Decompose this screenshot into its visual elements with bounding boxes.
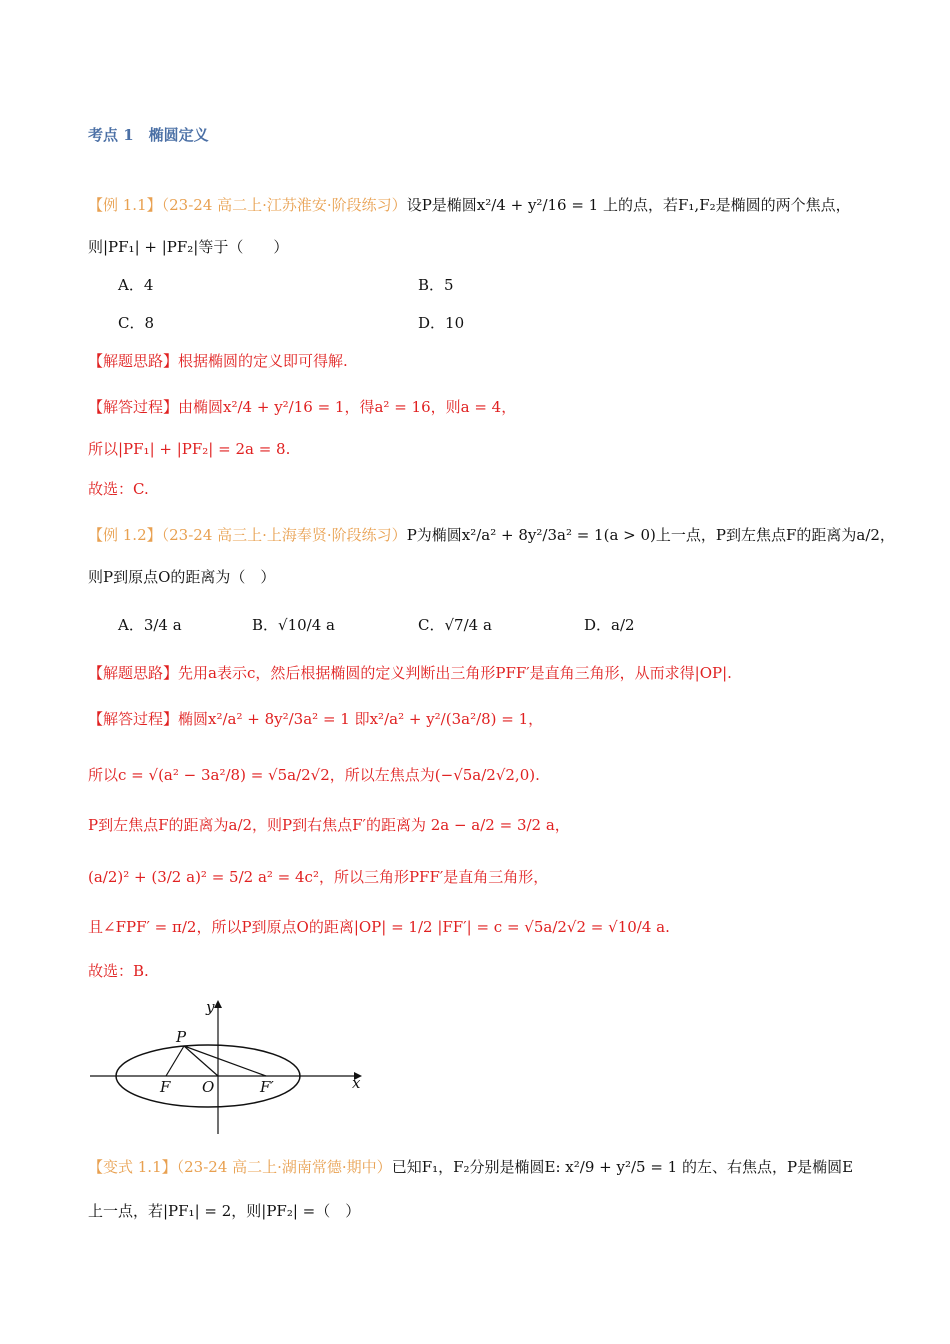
label-o: O <box>202 1078 215 1096</box>
example-1-1-option-b: B．5 <box>418 276 454 294</box>
example-1-2-option-b: B．√10/4 a <box>252 616 335 634</box>
label-p: P <box>176 1028 187 1046</box>
example-1-2-process-line2: 所以c = √(a² − 3a²/8) = √5a/2√2，所以左焦点为(−√5a/2√2,0). <box>88 766 540 784</box>
example-1-2-question-text: P为椭圆x²/a² + 8y²/3a² = 1(a > 0)上一点，P到左焦点F的距离为a/2， <box>406 526 895 544</box>
process-text: 由椭圆x²/4 + y²/16 = 1，得a² = 16，则a = 4， <box>178 398 517 416</box>
example-1-2-question-line1 <box>88 524 895 546</box>
example-1-1-answer: 故选：C. <box>88 480 149 498</box>
example-1-1-question-line2: 则|PF₁| + |PF₂|等于（ ） <box>88 238 289 256</box>
example-1-2-question-line2: 则P到原点O的距离为（ ） <box>88 568 276 586</box>
example-1-2-tag: 【例 1.2】 <box>88 526 162 544</box>
idea-label: 【解题思路】 <box>88 664 179 682</box>
example-1-1-option-a: A．4 <box>118 276 154 294</box>
label-f: F <box>160 1078 171 1096</box>
example-1-2-option-c: C．√7/4 a <box>418 616 492 634</box>
label-y: y <box>206 998 215 1016</box>
example-1-2-answer: 故选：B. <box>88 962 149 980</box>
example-1-1-question-line1 <box>88 194 851 216</box>
variant-1-1-question-line1 <box>88 1156 853 1178</box>
example-1-1-source: （23-24 高二上·江苏淮安·阶段练习） <box>161 196 407 214</box>
example-1-1-process-line1 <box>88 396 516 418</box>
example-1-2-source: （23-24 高三上·上海奉贤·阶段练习） <box>161 526 407 544</box>
example-1-1-idea <box>88 350 348 372</box>
example-1-1-question-text: 设P是椭圆x²/4 + y²/16 = 1 上的点，若F₁,F₂是椭圆的两个焦点， <box>406 196 851 214</box>
variant-1-1-question-line2: 上一点，若|PF₁| = 2，则|PF₂| =（ ） <box>88 1202 361 1220</box>
section-heading: 考点 1 椭圆定义 <box>88 126 209 144</box>
example-1-1-option-d: D．10 <box>418 314 465 332</box>
ellipse-figure <box>88 996 378 1136</box>
segment-pf <box>166 1046 184 1076</box>
segment-po <box>184 1046 218 1076</box>
label-x: x <box>352 1074 361 1092</box>
variant-1-1-source: （23-24 高二上·湖南常德·期中） <box>176 1158 392 1176</box>
example-1-1-tag: 【例 1.1】 <box>88 196 162 214</box>
example-1-2-process-line1 <box>88 708 543 730</box>
variant-1-1-question-text: 已知F₁，F₂分别是椭圆E: x²/9 + y²/5 = 1 的左、右焦点，P是椭圆E <box>391 1158 854 1176</box>
variant-1-1-tag: 【变式 1.1】 <box>88 1158 177 1176</box>
example-1-2-option-a: A．3/4 a <box>118 616 182 634</box>
example-1-2-idea <box>88 662 732 684</box>
process-label: 【解答过程】 <box>88 710 179 728</box>
example-1-1-process-line2: 所以|PF₁| + |PF₂| = 2a = 8. <box>88 440 291 458</box>
process-label: 【解答过程】 <box>88 398 179 416</box>
label-f-prime: F′ <box>260 1078 274 1096</box>
segment-pf-prime <box>184 1046 266 1076</box>
example-1-2-process-line5: 且∠FPF′ = π/2，所以P到原点O的距离|OP| = 1/2 |FF′| = c = √5a/2√2 = √10/4 a. <box>88 918 670 936</box>
example-1-2-process-line3: P到左焦点F的距离为a/2，则P到右焦点F′的距离为 2a − a/2 = 3/2 a， <box>88 816 570 834</box>
example-1-1-option-c: C．8 <box>118 314 155 332</box>
idea-label: 【解题思路】 <box>88 352 179 370</box>
process-text: 椭圆x²/a² + 8y²/3a² = 1 即x²/a² + y²/(3a²/8) = 1， <box>178 710 544 728</box>
idea-text: 根据椭圆的定义即可得解. <box>178 352 348 370</box>
idea-text: 先用a表示c，然后根据椭圆的定义判断出三角形PFF′是直角三角形，从而求得|OP|. <box>178 664 732 682</box>
example-1-2-option-d: D．a/2 <box>584 616 635 634</box>
example-1-2-process-line4: (a/2)² + (3/2 a)² = 5/2 a² = 4c²，所以三角形PFF′是直角三角形， <box>88 868 549 886</box>
y-axis-arrow <box>214 1000 222 1008</box>
